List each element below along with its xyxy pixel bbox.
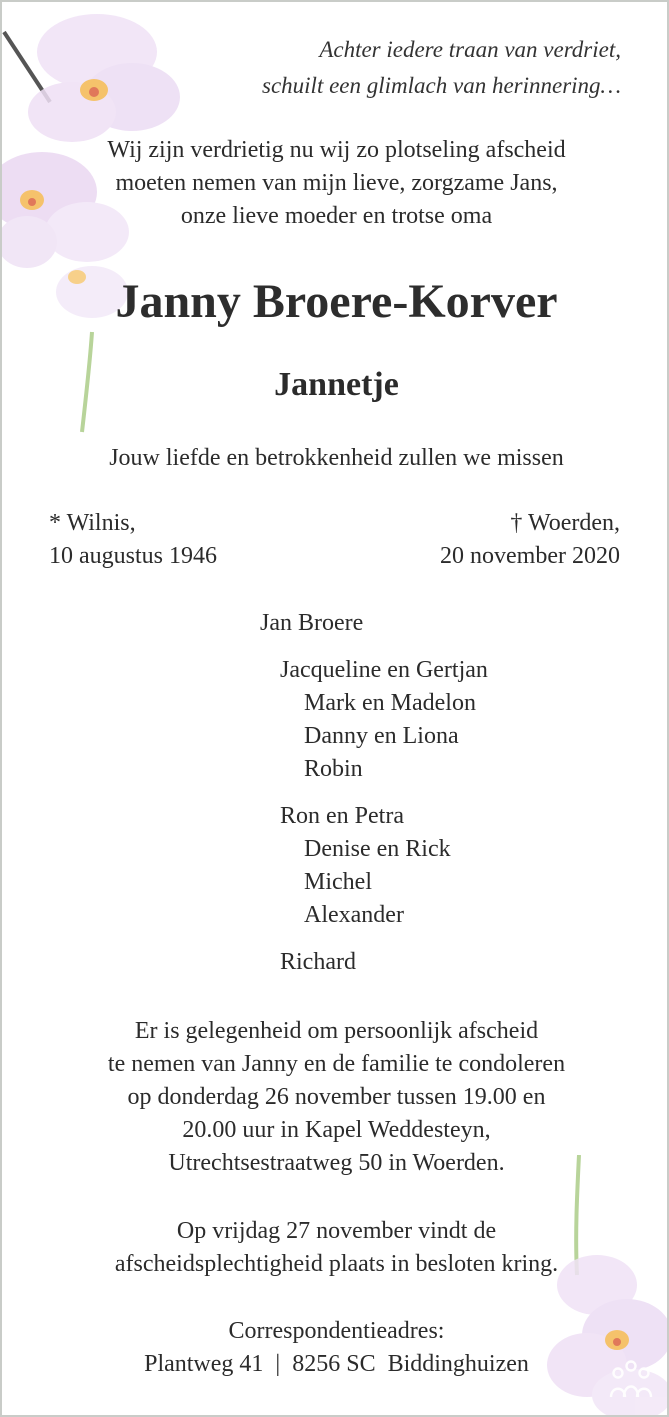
death-date: 20 november 2020: [440, 543, 620, 569]
correspondence-address: [2, 1315, 669, 1381]
birth-date: 10 augustus 1946: [49, 543, 217, 569]
family-spouse: Jan Broere: [260, 610, 364, 636]
family-group-2: [260, 800, 488, 932]
ceremony-notice: [2, 1215, 669, 1281]
family-parents: Jacqueline en Gertjan: [280, 657, 488, 683]
family-group-1: [260, 654, 488, 786]
quote-line-2: schuilt een glimlach van herinnering…: [262, 73, 621, 98]
family-child: Denise en Rick: [304, 836, 451, 862]
family-child: Robin: [304, 756, 363, 782]
closing-line-1: Op vrijdag 27 november vindt de: [176, 1218, 497, 1244]
deceased-nickname: Jannetje: [274, 366, 399, 403]
death-place: † Woerden,: [510, 510, 620, 536]
notice-line-4: 20.00 uur in Kapel Weddesteyn,: [182, 1117, 491, 1143]
family-list: [260, 607, 488, 979]
notice-line-2: te nemen van Janny en de familie te condoleren: [107, 1051, 566, 1077]
family-group-3: [260, 946, 488, 979]
address-label: Correspondentieadres:: [228, 1318, 445, 1344]
deceased-name: Janny Broere-Korver: [115, 275, 558, 328]
opening-quote: [262, 32, 621, 104]
death-info: [440, 507, 620, 573]
family-parents: Richard: [280, 949, 356, 975]
closing-line-2: afscheidsplechtigheid plaats in besloten kring.: [114, 1251, 559, 1277]
family-child: Mark en Madelon: [304, 690, 476, 716]
family-child: Alexander: [304, 902, 404, 928]
notice-line-5: Utrechtsestraatweg 50 in Woerden.: [168, 1150, 505, 1176]
family-people-logo-icon: [609, 1359, 653, 1401]
condolence-notice: [2, 1015, 669, 1180]
family-parents: Ron en Petra: [280, 803, 404, 829]
intro-text: [2, 134, 669, 233]
notice-line-3: op donderdag 26 november tussen 19.00 en: [127, 1084, 546, 1110]
intro-line-1: Wij zijn verdrietig nu wij zo plotseling afscheid: [107, 137, 566, 163]
address-value: Plantweg 41 | 8256 SC Biddinghuizen: [144, 1351, 529, 1377]
quote-line-1: Achter iedere traan van verdriet,: [319, 37, 621, 62]
motto-line: Jouw liefde en betrokkenheid zullen we missen: [109, 445, 564, 471]
notice-line-1: Er is gelegenheid om persoonlijk afscheid: [134, 1018, 539, 1044]
intro-line-3: onze lieve moeder en trotse oma: [180, 203, 493, 229]
family-child: Danny en Liona: [304, 723, 459, 749]
birth-place: * Wilnis,: [49, 510, 136, 536]
birth-info: [49, 507, 217, 573]
intro-line-2: moeten nemen van mijn lieve, zorgzame Jans,: [115, 170, 558, 196]
family-child: Michel: [304, 869, 372, 895]
